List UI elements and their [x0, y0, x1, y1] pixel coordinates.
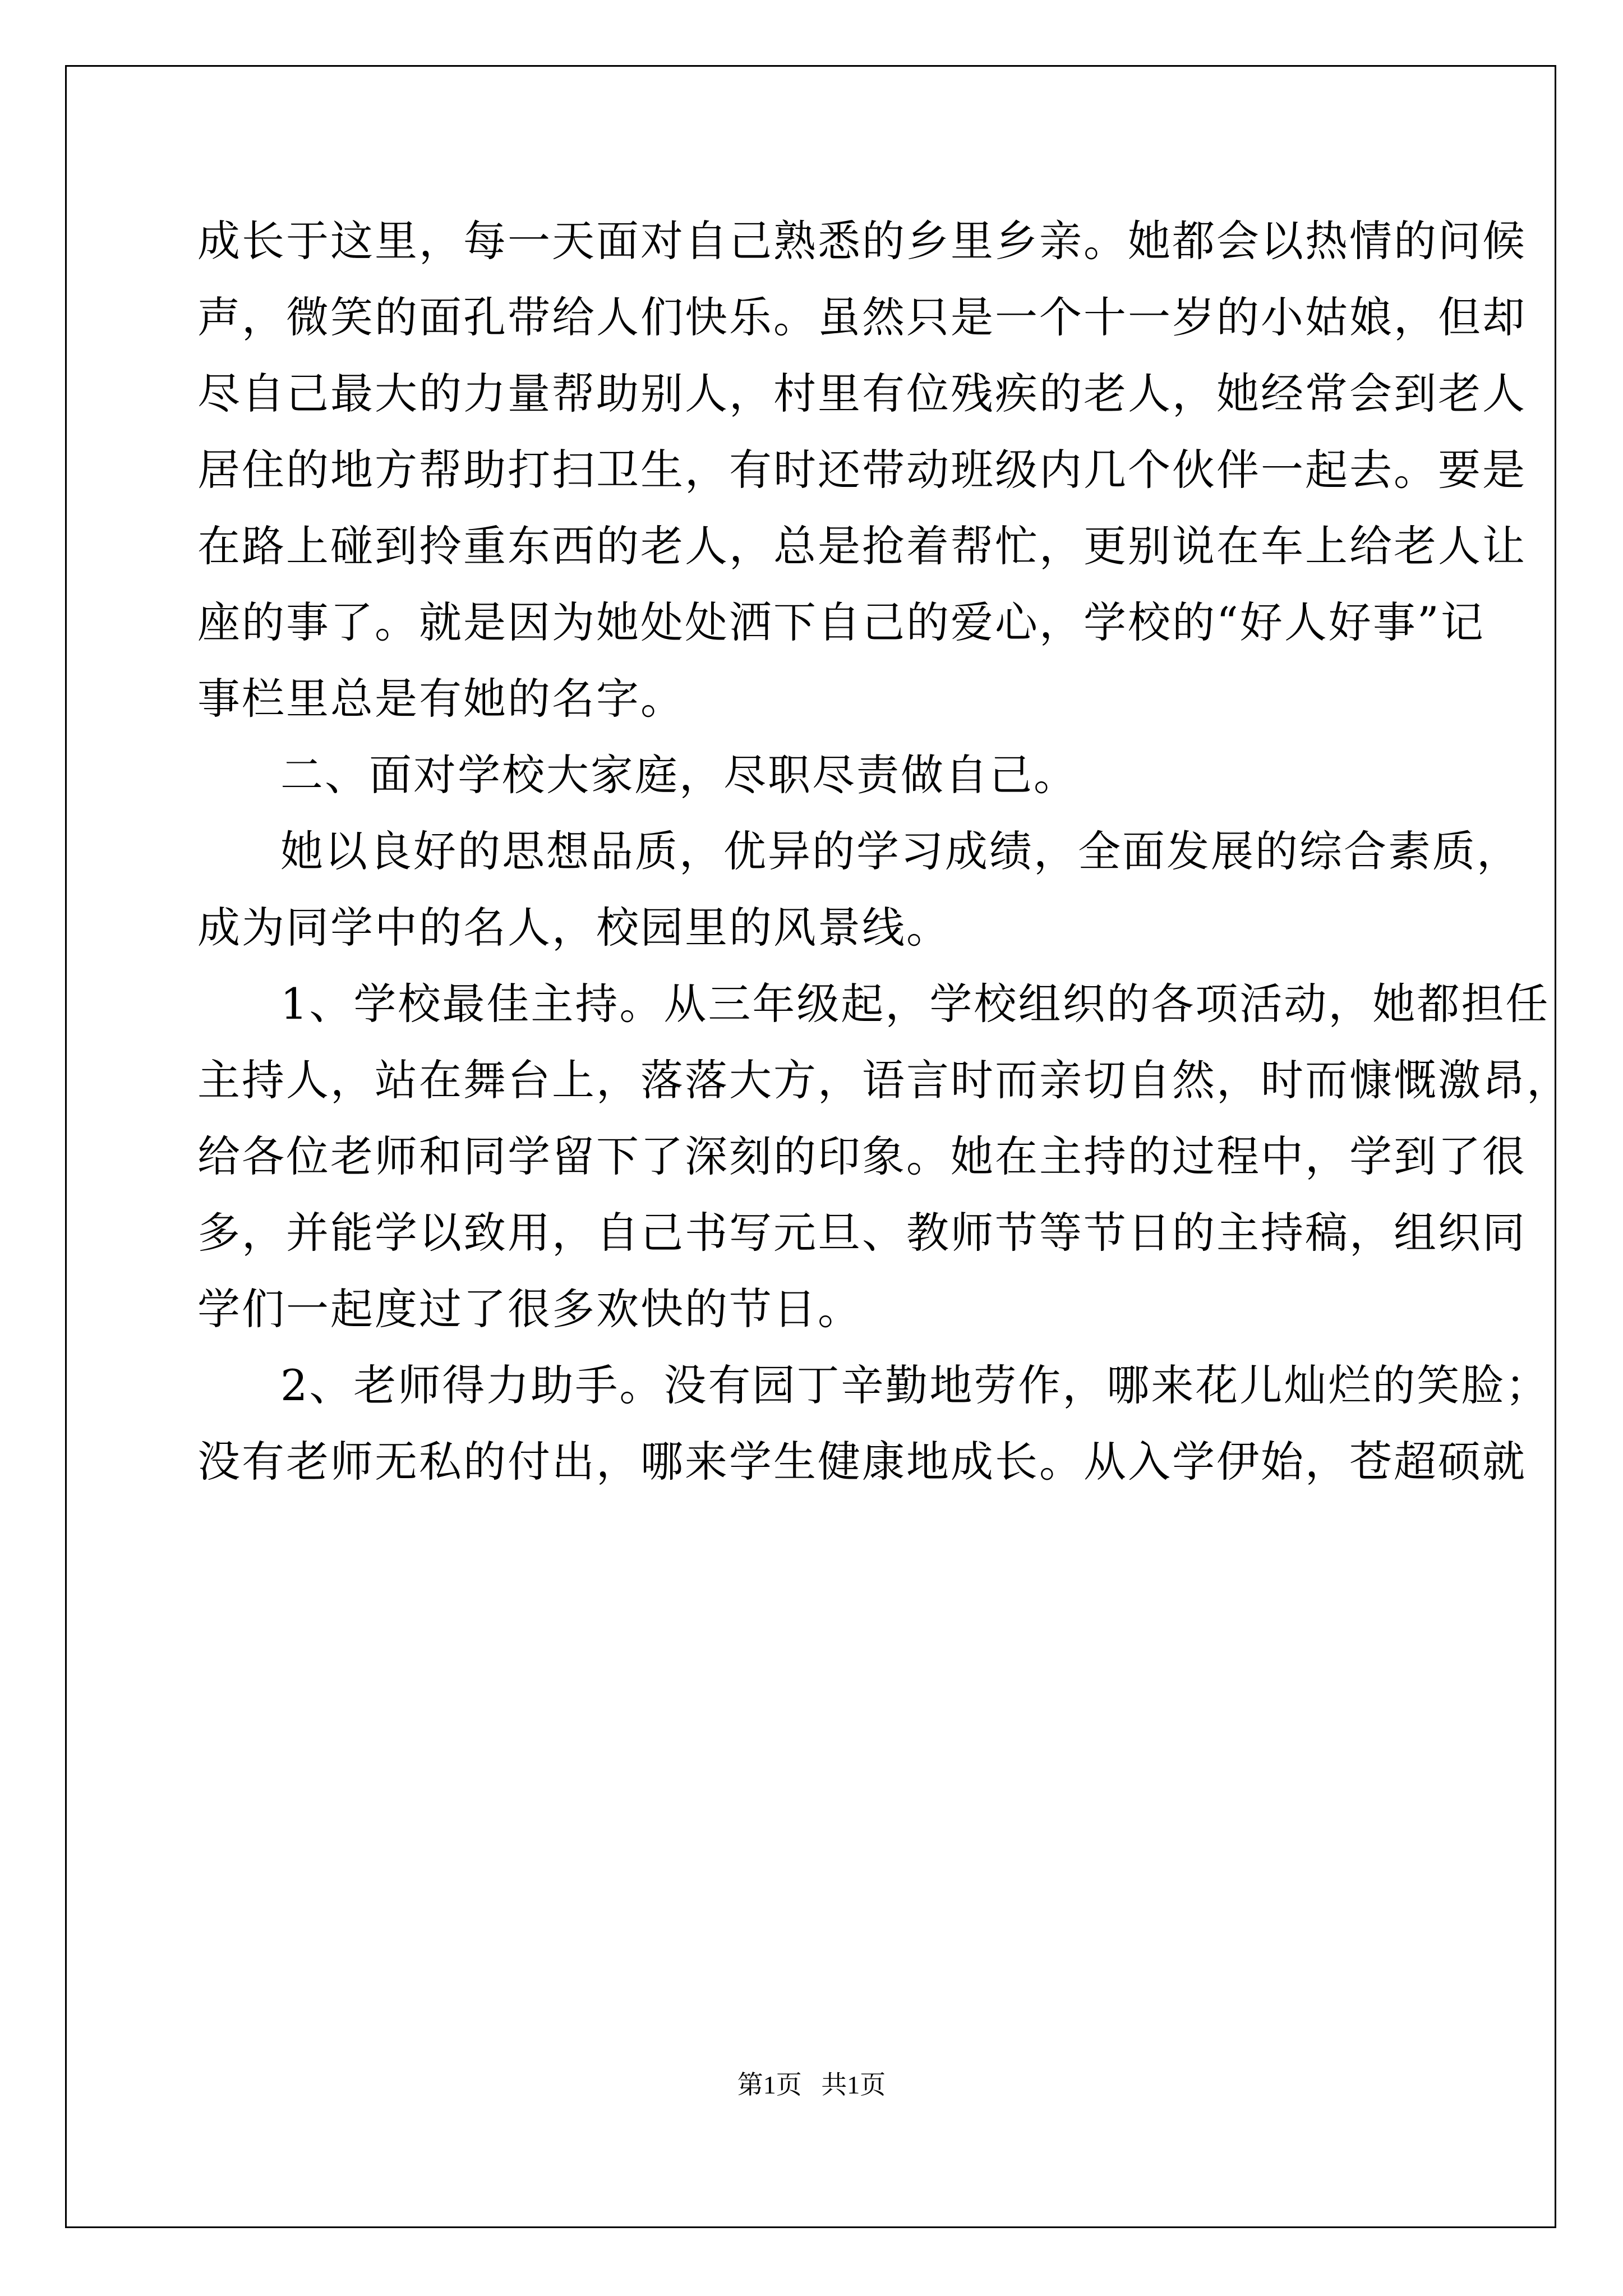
text-line: 尽自己最大的力量帮助别人，村里有位残疾的老人，她经常会到老人 — [197, 369, 1527, 418]
text-line: 居住的地方帮助打扫卫生，有时还带动班级内几个伙伴一起去。要是 — [197, 445, 1527, 495]
text-line: 主持人，站在舞台上，落落大方，语言时而亲切自然，时而慷慨激昂， — [197, 1055, 1571, 1105]
text-line: 在路上碰到拎重东西的老人，总是抢着帮忙，更别说在车上给老人让 — [197, 521, 1527, 571]
text-line: 多，并能学以致用，自己书写元旦、教师节等节日的主持稿，组织同 — [197, 1208, 1527, 1258]
section-heading: 二、面对学校大家庭，尽职尽责做自己。 — [280, 750, 1078, 800]
text-line: 给各位老师和同学留下了深刻的印象。她在主持的过程中，学到了很 — [197, 1131, 1527, 1181]
text-line: 2、老师得力助手。没有园丁辛勤地劳作，哪来花儿灿烂的笑脸； — [280, 1360, 1550, 1410]
page-number: 第1页 共1页 — [737, 2070, 886, 2099]
text-line: 成长于这里，每一天面对自己熟悉的乡里乡亲。她都会以热情的问候 — [197, 216, 1527, 266]
text-line: 事栏里总是有她的名字。 — [197, 674, 685, 724]
text-line: 成为同学中的名人，校园里的风景线。 — [197, 903, 951, 953]
text-line: 座的事了。就是因为她处处洒下自己的爱心，学校的“好人好事”记 — [197, 597, 1485, 647]
text-line: 声，微笑的面孔带给人们快乐。虽然只是一个十一岁的小姑娘，但却 — [197, 292, 1527, 342]
text-line: 学们一起度过了很多欢快的节日。 — [197, 1284, 862, 1334]
text-line: 没有老师无私的付出，哪来学生健康地成长。从入学伊始，苍超硕就 — [197, 1437, 1527, 1487]
text-line: 1、学校最佳主持。从三年级起，学校组织的各项活动，她都担任 — [280, 979, 1550, 1029]
text-line: 她以良好的思想品质，优异的学习成绩，全面发展的综合素质， — [280, 826, 1521, 876]
